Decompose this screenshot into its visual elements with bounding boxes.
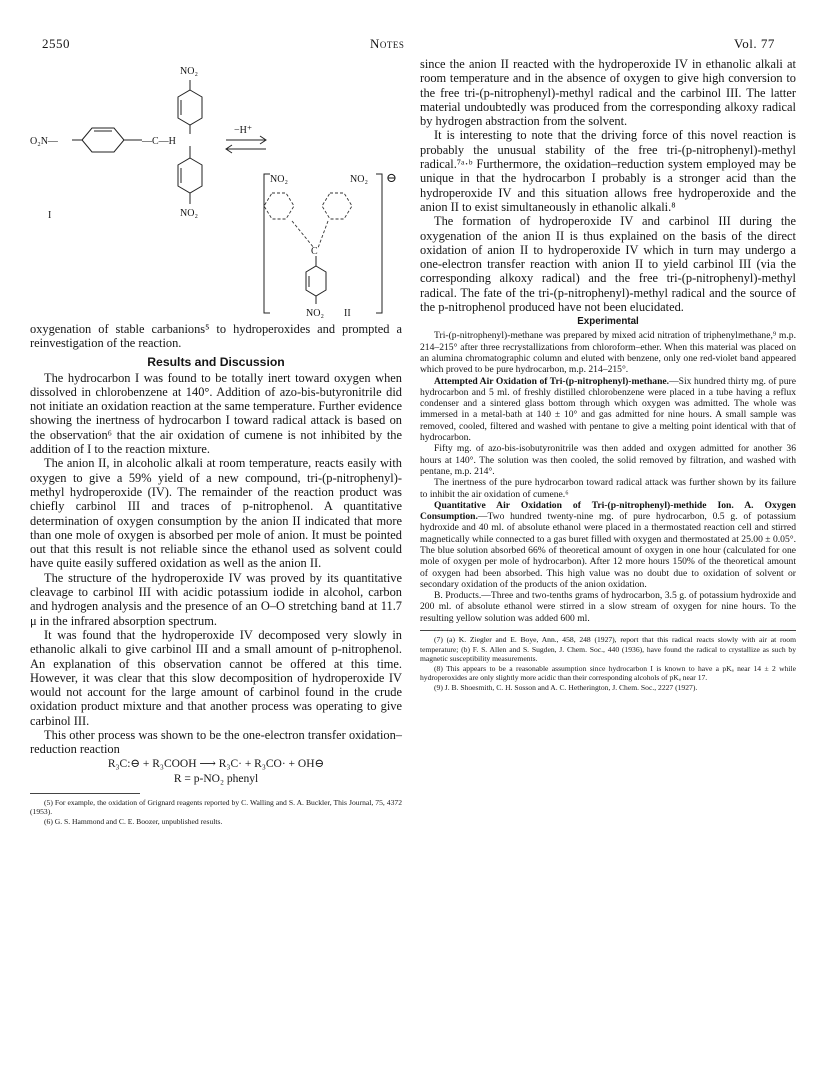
- footnote: (5) For example, the oxidation of Grignard reagents reported by C. Walling and S. A. Buckler, This Journal, 75, 4372 (1953).: [30, 797, 402, 817]
- compound-label-ii: II: [344, 308, 351, 319]
- anion-carbon-label: C: [311, 246, 318, 257]
- experimental-paragraph: [420, 376, 796, 444]
- paragraph: The hydrocarbon I was found to be totally inert toward oxygen when dissolved in chlorobenzene at 140°. Addition of azo-bis-butyronitrile did not initiate an oxidation reaction at the same temperature. Further evidence showing the inertness of hydrocarbon I toward radical attack is based on the observation⁶ that the air oxidation of cumene is not inhibited by the addition of I to the reaction mixture.: [30, 370, 402, 457]
- central-carbon-label: —C—H: [142, 136, 176, 147]
- experimental-heading: Experimental: [577, 316, 639, 328]
- paragraph: It was found that the hydroperoxide IV decomposed very slowly in ethanolic alkali to give carbinol III and a small amount of p-nitrophenol. An explanation of this observation cannot be offered at this time. However, it was clear that this slow decomposition of hydroperoxide IV would not account for the large amount of carbinol found in the crude oxidation product mixture and that another process was operating to give carbinol III.: [30, 627, 402, 728]
- paragraph: The formation of hydroperoxide IV and carbinol III during the oxygenation of the anion II is thus explained on the basis of the direct oxidation of anion II to hydroperoxide IV which in turn may undergo a one-electron transfer reaction with anion II to yield carbinol III (via the corresponding alkoxy radical) and the free tri-(p-nitrophenyl)-methyl radical. The fate of the tri-(p-nitrophenyl)-methyl radical and the source of the p-nitrophenol produced have not been elucidated.: [420, 214, 796, 315]
- paragraph: since the anion II reacted with the hydroperoxide IV in ethanolic alkali at room temperature and in the absence of oxygen to give high conversion to the free tri-(p-nitrophenyl)-methyl radical and the carbinol III. The latter material undoubtedly was produced from the corresponding alkoxy radical by hydrogen abstraction from the solvent.: [420, 57, 796, 129]
- paragraph: The structure of the hydroperoxide IV was proved by its quantitative cleavage to carbinol III with acidic potassium iodide in alcohol, carbon and hydrogen analysis and the presence of an O–O stretching band at 11.7 μ in the infrared absorption spectrum.: [30, 570, 402, 628]
- footnote: (8) This appears to be a reasonable assumption since hydrocarbon I is known to have a pKₐ near 14 ± 2 while hydroperoxides are only slightly more acidic than their corresponding alcohols of pKₐ near 17.: [420, 663, 796, 683]
- experimental-paragraph: [420, 500, 796, 590]
- nitro-group-anion-bottom: NO₂: [306, 308, 324, 319]
- paragraph: This other process was shown to be the one-electron transfer oxidation–reduction reaction: [30, 728, 402, 757]
- paragraph: It is interesting to note that the driving force of this novel reaction is probably the unusual stability of the free tri-(p-nitrophenyl)-methyl radical.⁷ᵃ·ᵇ Furthermore, the oxidation–reduction system employed may be unique in that the hydrocarbon I probably is a stronger acid than the hydroperoxide IV and this situation allows free hydroperoxide and the anion II to exist simultaneously in ethanolic alkali.⁸: [420, 128, 796, 214]
- nitro-group-bottom: NO₂: [180, 208, 198, 219]
- footnote-divider: [420, 630, 796, 631]
- footnote: (6) G. S. Hammond and C. E. Boozer, unpublished results.: [44, 816, 223, 826]
- footnote: (7) (a) K. Ziegler and E. Boye, Ann., 458, 248 (1927), report that this radical reacts slowly with air at room temperature; (b) F. S. Allen and S. Sugden, J. Chem. Soc., 440 (1936), have found the radical to crystallize as such by magnetic susceptibility measurements.: [420, 635, 796, 664]
- equation-definition: R = p-NO₂ phenyl: [173, 772, 259, 785]
- footnote-divider: [30, 793, 140, 794]
- section-title: Notes: [370, 36, 405, 51]
- volume-number: Vol. 77: [734, 36, 775, 51]
- reaction-equation: R₃C:⊖ + R₃COOH ⟶ R₃C· + R₃CO· + OH⊖: [107, 757, 325, 770]
- results-heading: Results and Discussion: [147, 354, 285, 369]
- left-column: [30, 322, 402, 826]
- experimental-paragraph: B. Products.—Three and two-tenths grams of hydrocarbon, 3.5 g. of potassium hydroxide and 200 ml. of absolute ethanol were stirred in a slow stream of oxygen for nine hours. To the resulting yellow solution was added 600 ml.: [420, 590, 796, 624]
- page-number: 2550: [42, 36, 70, 51]
- nitro-group-left: O₂N—: [30, 136, 58, 147]
- nitro-group-anion-left: NO₂: [270, 174, 288, 185]
- run-in-heading: Attempted Air Oxidation of Tri-(p-nitrophenyl)-methane.: [434, 375, 670, 387]
- run-in-heading: Quantitative Air Oxidation of Tri-(p-nitrophenyl)-methide Ion. A. Oxygen Consumption.: [420, 499, 796, 523]
- footnote: (9) J. B. Shoesmith, C. H. Sosson and A. C. Hetherington, J. Chem. Soc., 2227 (1927).: [434, 683, 698, 693]
- anion-charge-symbol: ⊖: [386, 170, 397, 185]
- compound-label-i: I: [48, 210, 52, 221]
- right-column: [420, 57, 796, 693]
- paragraph-body: —Two hundred twenty-nine mg. of pure hydrocarbon, 0.5 g. of potassium hydroxide and 40 ml. of absolute ethanol were placed in a thermostated reaction cell and stirred magnetically while connected to a gas buret filled with oxygen and thermostated at 25.00 ± 0.05°. The blue solution absorbed 66% of theoretical amount of oxygen in one hour (calculated for one mole of oxygen per mole of hydrocarbon). After 12 more hours 150% of the theoretical amount of oxygen had been absorbed. This high value was no doubt due to oxidation of solvent or secondary oxidation of the products of the anion oxidation.: [420, 511, 796, 590]
- experimental-paragraph: Fifty mg. of azo-bis-isobutyronitrile was then added and oxygen admitted for another 36 hours at 140°. The solution was then cooled, the solid removed by filtration, and washed with pentane, m.p. 214°.: [420, 443, 796, 477]
- deprotonation-label: −H⁺: [234, 125, 253, 136]
- paragraph: The anion II, in alcoholic alkali at room temperature, reacts easily with oxygen to give a 59% yield of a new compound, tri-(p-nitrophenyl)-methyl hydroperoxide (IV). The remainder of the reaction product was chiefly carbinol III and traces of p-nitrophenol. A quantitative determination of oxygen consumption by the anion II indicated that more than one mole of oxygen is absorbed per mole of anion. It must be pointed out that this result is not reliable since the ethanol used as solvent could have quite easily suffered oxidation as well as the anion II.: [30, 456, 402, 571]
- experimental-paragraph: The inertness of the pure hydrocarbon toward radical attack was further shown by its failure to inhibit the air oxidation of cumene.⁶: [420, 477, 796, 500]
- intro-paragraph-end: oxygenation of stable carbanions⁵ to hydroperoxides and prompted a reinvestigation of the reaction.: [30, 322, 402, 351]
- nitro-group-top: NO₂: [180, 66, 198, 77]
- experimental-paragraph: Tri-(p-nitrophenyl)-methane was prepared by mixed acid nitration of triphenylmethane,⁹ m.p. 214–215° after three recrystallizations from chloroform–ether. When this material was placed on an alumina chromatographic column and eluted with benzene, only one red-violet band appeared which proved to be pure hydrocarbon, m.p. 214–215°.: [420, 330, 796, 376]
- nitro-group-anion-right: NO₂: [350, 174, 368, 185]
- paragraph-body: —Six hundred thirty mg. of pure hydrocarbon and 5 ml. of freshly distilled chlorobenzene were placed in a tube having a reflux condenser and a sintered glass bottom through which oxygen was admitted. The whole was immersed in a metal-bath at 140 ± 10° and gas admitted for nine hours. A small sample was removed, cooled, filtered and washed with pentane to give a melting point identical with that of hydrocarbon.: [420, 375, 796, 444]
